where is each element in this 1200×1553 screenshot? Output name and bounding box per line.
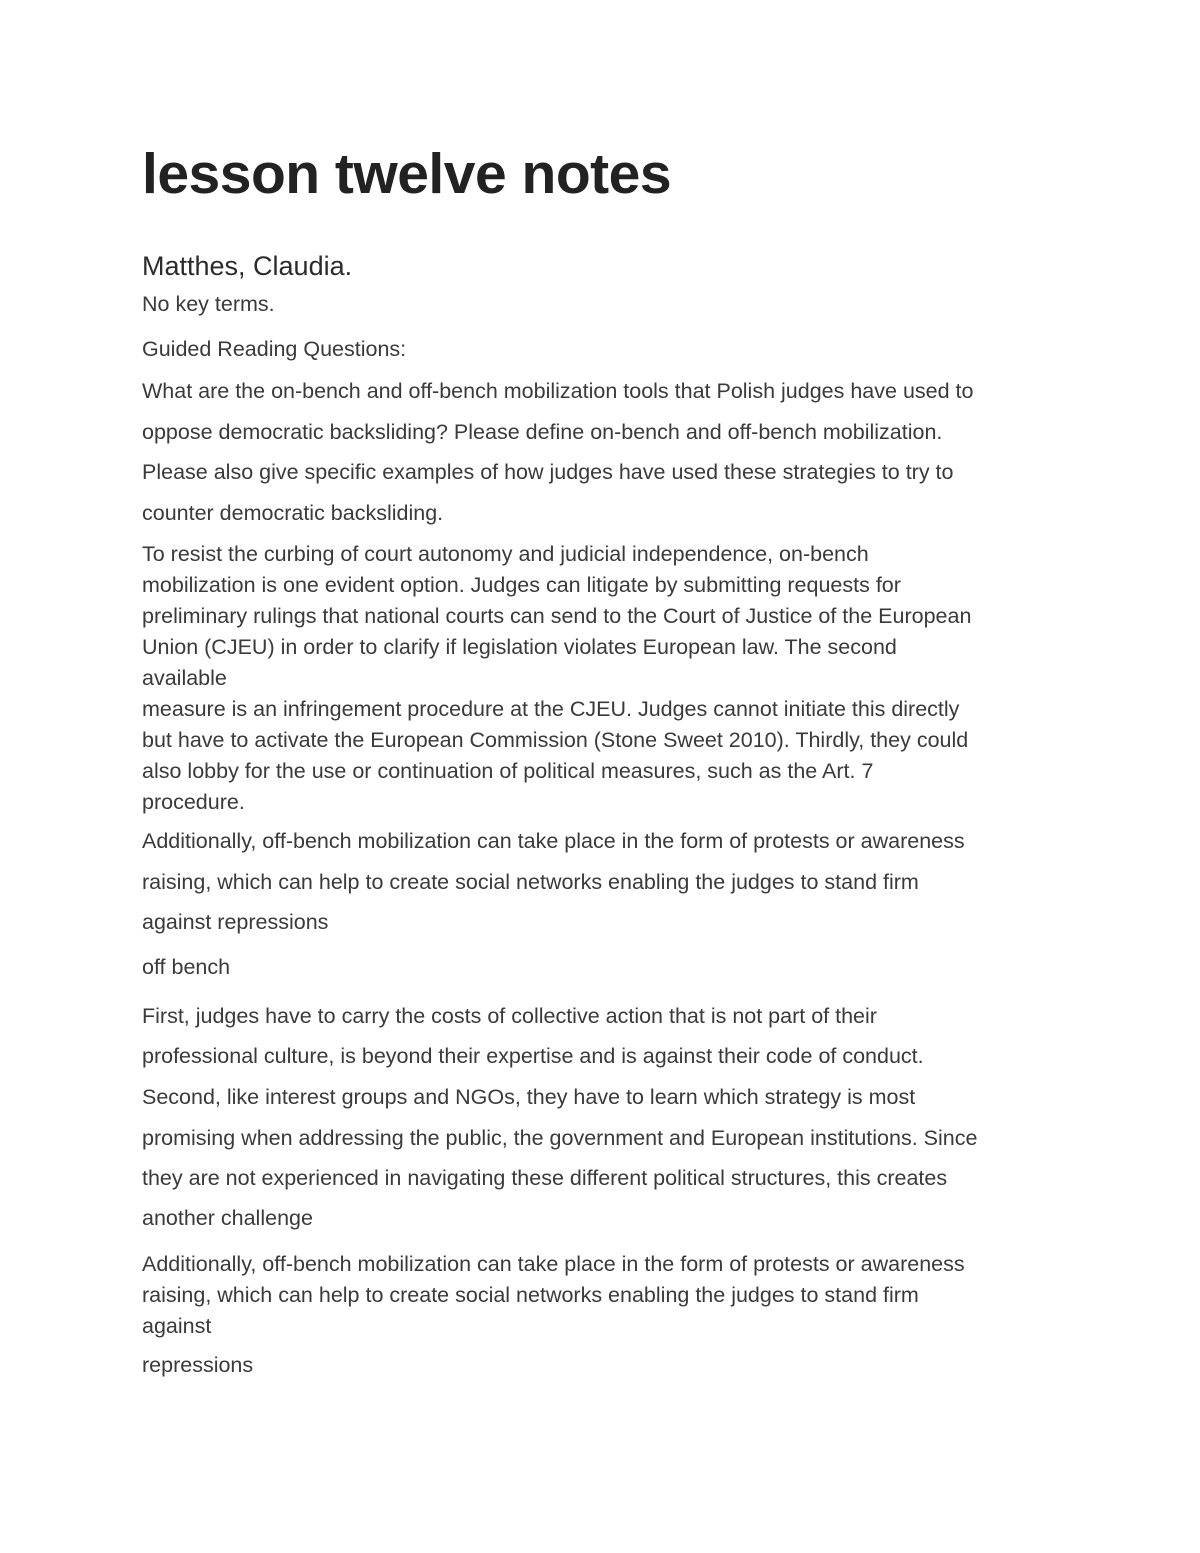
paragraph-line: preliminary rulings that national courts can send to the Court of Justice of the European bbox=[142, 604, 972, 628]
paragraph-line: Union (CJEU) in order to clarify if legislation violates European law. The second bbox=[142, 635, 897, 659]
question-line: counter democratic backsliding. bbox=[142, 501, 444, 525]
paragraph-line: against bbox=[142, 1314, 212, 1338]
document-title: lesson twelve notes bbox=[142, 142, 672, 206]
paragraph-line: another challenge bbox=[142, 1206, 313, 1230]
paragraph-line: available bbox=[142, 666, 227, 690]
paragraph-line: they are not experienced in navigating these different political structures, this creates bbox=[142, 1166, 948, 1190]
question-line: oppose democratic backsliding? Please define on-bench and off-bench mobilization. bbox=[142, 420, 943, 444]
key-terms-text: No key terms. bbox=[142, 292, 275, 316]
paragraph-line: but have to activate the European Commission (Stone Sweet 2010). Thirdly, they could bbox=[142, 728, 969, 752]
paragraph-line: To resist the curbing of court autonomy and judicial independence, on-bench bbox=[142, 542, 869, 566]
question-line: What are the on-bench and off-bench mobilization tools that Polish judges have used to bbox=[142, 379, 974, 403]
answer-paragraph-on-bench bbox=[142, 539, 971, 818]
paragraph-line: Additionally, off-bench mobilization can take place in the form of protests or awareness bbox=[142, 829, 965, 853]
paragraph-line: also lobby for the use or continuation of political measures, such as the Art. 7 bbox=[142, 759, 874, 783]
author-heading: Matthes, Claudia. bbox=[142, 251, 353, 281]
paragraph-line: measure is an infringement procedure at the CJEU. Judges cannot initiate this directly bbox=[142, 697, 960, 721]
paragraph-line: raising, which can help to create social networks enabling the judges to stand firm bbox=[142, 870, 919, 894]
paragraph-line: Additionally, off-bench mobilization can take place in the form of protests or awareness bbox=[142, 1252, 965, 1276]
paragraph-line: repressions bbox=[142, 1353, 254, 1377]
paragraph-line: procedure. bbox=[142, 790, 245, 814]
paragraph-line: professional culture, is beyond their expertise and is against their code of conduct. bbox=[142, 1044, 924, 1068]
paragraph-line: mobilization is one evident option. Judges can litigate by submitting requests for bbox=[142, 573, 901, 597]
guided-reading-heading: Guided Reading Questions: bbox=[142, 337, 407, 361]
off-bench-label: off bench bbox=[142, 955, 231, 979]
answer-paragraph-off-bench bbox=[142, 1249, 965, 1342]
paragraph-line: against repressions bbox=[142, 910, 329, 934]
paragraph-line: promising when addressing the public, the government and European institutions. Since bbox=[142, 1126, 978, 1150]
paragraph-line: raising, which can help to create social networks enabling the judges to stand firm bbox=[142, 1283, 919, 1307]
paragraph-line: First, judges have to carry the costs of collective action that is not part of their bbox=[142, 1004, 877, 1028]
question-line: Please also give specific examples of how judges have used these strategies to try to bbox=[142, 460, 954, 484]
paragraph-line: Second, like interest groups and NGOs, they have to learn which strategy is most bbox=[142, 1085, 916, 1109]
